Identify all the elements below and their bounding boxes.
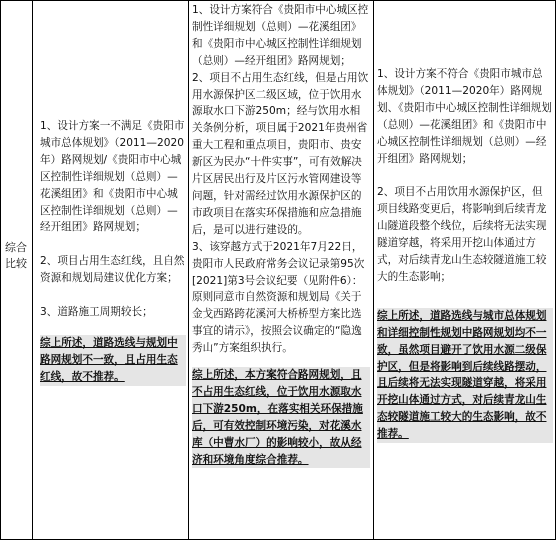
scheme-1-body: 1、设计方案一不满足《贵阳市城市总体规划》（2011—2020年）路网规划/《贵阳市中心城区控制性详细规划（总则）—花溪组团》和《贵阳市中心城区控制性详细规划（总则）—经开组团》路网规划； 2、项目占用生态红线，且自然资源和规划局建议优化方案； 3、道路施工周期较长；	[40, 120, 185, 318]
column-divider	[373, 0, 374, 540]
scheme-1-cell	[40, 0, 188, 540]
scheme-3-cell	[377, 0, 555, 540]
row-label: 综合 比较	[5, 241, 27, 270]
scheme-2-cell	[192, 0, 372, 540]
column-divider	[188, 0, 189, 540]
scheme-2-conclusion: 综上所述，本方案符合路网规划，且不占用生态红线，位于饮用水源取水口下游250m，在落实相关环保措施后，可有效控制环境污染，对花溪水库（中曹水厂）的影响较小，故从经济和环境角度综合推荐。	[192, 367, 370, 468]
scheme-3-conclusion: 综上所述，道路选线与城市总体规划和详细控制性规划中路网规划均不一致，虽然项目避开了饮用水源二级保护区，但是将影响到后续线路摆动，且后续将无法实现隧道穿越，将采用开挖山体通过方式，对后续青龙山生态较隧道施工较大的生态影响，故不推荐。	[377, 308, 553, 443]
scheme-1-conclusion: 综上所述，道路选线与规划中路网规划不一致，且占用生态红线，故不推荐。	[40, 335, 186, 386]
scheme-3-body: 1、设计方案不符合《贵阳市城市总体规划》（2011—2020年）路网规划、《贵阳市中心城区控制性详细规划（总则）—花溪组团》和《贵阳市中心城区控制性详细规划（总则）—经开组团》路网规划； 2、项目不占用饮用水源保护区，但项目线路变更后，将影响到后续青龙山隧道段整个线位，后续将无法实现隧道穿越，将采用开挖山体通过方式，对后续青龙山生态较隧道施工较大的生态影响；	[377, 68, 552, 283]
column-divider	[32, 0, 33, 540]
scheme-2-body: 1、设计方案符合《贵阳市中心城区控制性详细规划（总则）—花溪组团》和《贵阳市中心城区控制性详细规划（总则）—经开组团》路网规划； 2、项目不占用生态红线，但是占用饮用水源保护区二级区域，位于饮用水源取水口下游250m；经与饮用水相关条例分析，项目属于2021年贵州省重大工程和重点项目，贵阳市、贵安新区为民办“十件实事”，可有效解决片区居民出行及片区污水管网建设等问题，针对需经过饮用水源保护区的市政项目在落实环保措施和应急措施后，是可以进行建设的。 3、该穿越方式于2021年7月22日，贵阳市人民政府常务会议记录第95次[2021]第3号会议纪要（见附件6）：原则同意市自然资源和规划局《关于金戈西路跨花溪河大桥桥型方案比选事宜的请示》，按照会议确定的“隐逸秀山”方案组织执行。	[192, 4, 369, 355]
